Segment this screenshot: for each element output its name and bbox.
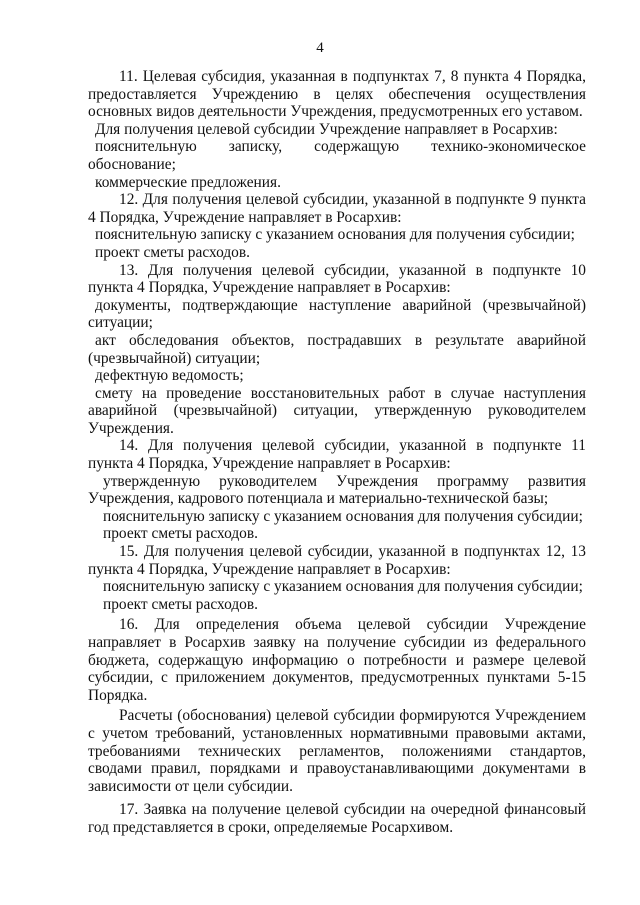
paragraph-13-item-2: акт обследования объектов, пострадавших в результате аварийной (чрезвычайной) ситуации;: [88, 331, 586, 367]
paragraph-13-item-4: смету на проведение восстановительных работ в случае наступления аварийной (чрезвычайной) ситуации, утвержденную руководителем Учреждения.: [88, 384, 586, 437]
paragraph-16: 16. Для определения объема целевой субсидии Учреждение направляет в Росархив заявку на получение субсидии из федерального бюджета, содержащую информацию о потребности и размере целевой субсидии, с приложением документов, предусмотренных пунктами 5-15 Порядка.: [88, 616, 586, 704]
paragraph-11-intro: Для получения целевой субсидии Учреждение направляет в Росархив:: [95, 120, 558, 138]
paragraph-14-item-3: проект сметы расходов.: [103, 525, 258, 543]
paragraph-12-item-2: проект сметы расходов.: [95, 243, 250, 261]
page-number: 4: [316, 40, 324, 56]
paragraph-11-item-2: коммерческие предложения.: [95, 173, 281, 191]
paragraph-13: 13. Для получения целевой субсидии, указанной в подпункте 10 пункта 4 Порядка, Учреждение направляет в Росархив:: [88, 261, 586, 297]
paragraph-17: 17. Заявка на получение целевой субсидии на очередной финансовый год представляется в сроки, определяемые Росархивом.: [88, 801, 586, 836]
paragraph-15: 15. Для получения целевой субсидии, указанной в подпунктах 12, 13 пункта 4 Порядка, Учреждение направляет в Росархив:: [88, 543, 586, 578]
paragraph-13-item-1: документы, подтверждающие наступление аварийной (чрезвычайной) ситуации;: [88, 296, 586, 332]
paragraph-12: 12. Для получения целевой субсидии, указанной в подпункте 9 пункта 4 Порядка, Учреждение направляет в Росархив:: [88, 191, 586, 226]
paragraph-15-item-2: проект сметы расходов.: [103, 595, 258, 613]
paragraph-12-item-1: пояснительную записку с указанием основания для получения субсидии;: [95, 226, 575, 244]
paragraph-13-item-3: дефектную ведомость;: [95, 367, 244, 385]
paragraph-16-calculations: Расчеты (обоснования) целевой субсидии формируются Учреждением с учетом требований, установленных нормативными правовыми актами, требованиями технических регламентов, положениями стандартов, сводами правил, порядками и правоустанавливающими документами в зависимости от цели субсидии.: [88, 707, 586, 795]
paragraph-14-item-2: пояснительную записку с указанием основания для получения субсидии;: [103, 507, 583, 525]
paragraph-15-item-1: пояснительную записку с указанием основания для получения субсидии;: [103, 578, 583, 596]
document-body: [88, 68, 586, 837]
paragraph-14: 14. Для получения целевой субсидии, указанной в подпункте 11 пункта 4 Порядка, Учреждение направляет в Росархив:: [88, 437, 586, 473]
paragraph-11: 11. Целевая субсидия, указанная в подпунктах 7, 8 пункта 4 Порядка, предоставляется Учреждению в целях обеспечения осуществления основных видов деятельности Учреждения, предусмотренных его уставом.: [88, 68, 586, 121]
paragraph-14-item-1: утвержденную руководителем Учреждения программу развития Учреждения, кадрового потенциала и материально-технической базы;: [88, 472, 586, 508]
paragraph-11-item-1: пояснительную записку, содержащую технико-экономическое обоснование;: [88, 138, 586, 173]
